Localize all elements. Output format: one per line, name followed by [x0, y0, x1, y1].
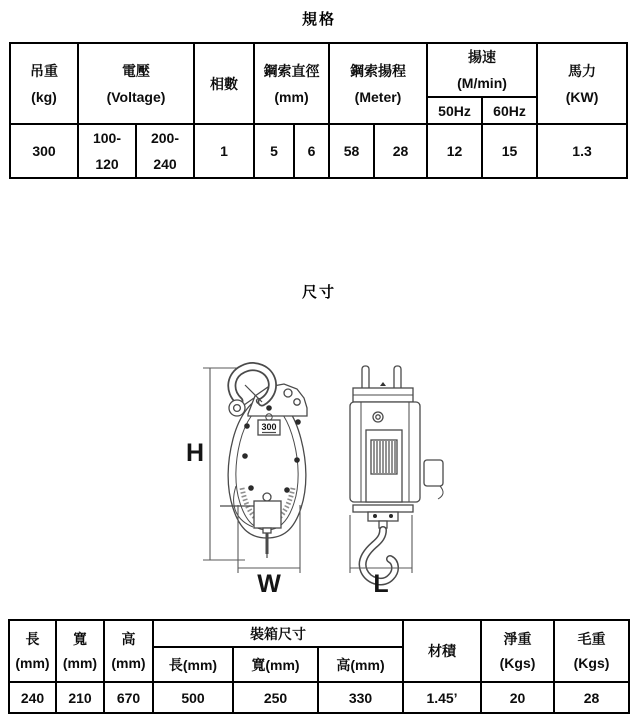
pack-header-pack-width: 寬(mm) — [233, 647, 318, 682]
spec-header-voltage-line2: (Voltage) — [106, 88, 166, 105]
spec-value-lift-b: 28 — [374, 124, 427, 178]
spec-value-voltage-b-line1: 200- — [150, 130, 180, 146]
pack-header-gross-line1: 毛重 — [577, 631, 606, 647]
center-mark — [380, 382, 386, 386]
spec-header-dia-line2: (mm) — [274, 88, 309, 105]
spec-value-lift-a: 58 — [329, 124, 374, 178]
pack-value-width: 210 — [56, 682, 104, 713]
spec-value-load: 300 — [10, 124, 78, 178]
pack-header-gross-line2: (Kgs) — [573, 655, 610, 671]
pack-value-height: 670 — [104, 682, 153, 713]
spec-header-load-line1: 吊重 — [30, 62, 58, 79]
spec-value-power: 1.3 — [537, 124, 627, 178]
pack-header-net-line2: (Kgs) — [499, 655, 536, 671]
pack-value-pack-height: 330 — [318, 682, 403, 713]
spec-header-power — [537, 43, 627, 124]
pack-header-volume: 材積 — [403, 620, 481, 682]
pack-header-width-line2: (mm) — [62, 655, 98, 671]
front-view — [220, 367, 307, 558]
top-bracket — [248, 384, 307, 416]
spec-value-voltage-a-line1: 100- — [92, 130, 122, 146]
spec-header-dia-line1: 鋼索直徑 — [263, 62, 320, 79]
pack-value-pack-length: 500 — [153, 682, 233, 713]
pack-header-height — [104, 620, 153, 682]
pack-value-volume: 1.45’ — [403, 682, 481, 713]
spec-value-voltage-b-line2: 240 — [153, 156, 177, 172]
pack-header-width — [56, 620, 104, 682]
spec-header-power-line1: 馬力 — [568, 62, 597, 79]
pack-header-net-line1: 淨重 — [503, 631, 532, 647]
spec-value-voltage-a-line2: 120 — [95, 156, 119, 172]
spec-header-speed-line2: (M/min) — [457, 75, 507, 91]
packing-table — [8, 619, 630, 714]
spec-header-rope-diameter — [254, 43, 329, 124]
pack-header-packing-size: 裝箱尺寸 — [153, 620, 403, 647]
l-dimension-label: L — [373, 570, 389, 598]
h-dimension-label: H — [185, 439, 205, 467]
spec-value-voltage-b — [136, 124, 194, 178]
pendant-box — [424, 460, 443, 499]
spec-header-speed — [427, 43, 537, 97]
spec-header-load-line2: (kg) — [31, 88, 57, 105]
spec-header-phase: 相數 — [194, 43, 254, 124]
spec-header-lift-line2: (Meter) — [354, 88, 402, 105]
side-view — [350, 366, 443, 582]
pack-header-row-1 — [9, 620, 629, 647]
hoist-dimension-drawing — [150, 340, 490, 600]
spec-header-50hz: 50Hz — [427, 97, 482, 124]
spec-section-title: 規格 — [301, 11, 336, 28]
pack-header-length-line1: 長 — [25, 631, 40, 647]
pack-value-length: 240 — [9, 682, 56, 713]
spec-header-voltage-line1: 電壓 — [122, 62, 150, 79]
spec-header-power-line2: (KW) — [565, 88, 599, 105]
pack-header-length — [9, 620, 56, 682]
pack-header-height-line1: 高 — [121, 631, 136, 647]
spec-header-row-1 — [10, 43, 627, 97]
pack-data-row — [9, 682, 629, 713]
spec-value-dia-5: 5 — [254, 124, 294, 178]
spec-value-dia-6: 6 — [294, 124, 329, 178]
pack-header-pack-length: 長(mm) — [153, 647, 233, 682]
spec-header-60hz: 60Hz — [482, 97, 537, 124]
spec-data-row — [10, 124, 627, 178]
pack-header-net-weight — [481, 620, 554, 682]
pack-header-pack-height: 高(mm) — [318, 647, 403, 682]
spec-value-speed-50hz: 12 — [427, 124, 482, 178]
pack-header-gross-weight — [554, 620, 629, 682]
spec-value-voltage-a — [78, 124, 136, 178]
pack-value-gross-weight: 28 — [554, 682, 629, 713]
pack-header-height-line2: (mm) — [111, 655, 146, 671]
spec-header-rope-lift — [329, 43, 427, 124]
pack-value-pack-width: 250 — [233, 682, 318, 713]
spec-value-phase: 1 — [194, 124, 254, 178]
capacity-plate — [258, 420, 280, 435]
cable-drum — [371, 440, 397, 474]
spec-header-load — [10, 43, 78, 124]
capacity-label: 300 — [261, 422, 277, 432]
spec-header-voltage — [78, 43, 194, 124]
w-dimension-label: W — [257, 570, 281, 598]
dimension-section-title: 尺寸 — [301, 284, 336, 301]
spec-header-speed-line1: 揚速 — [468, 49, 497, 65]
spec-table — [9, 42, 628, 179]
pack-value-net-weight: 20 — [481, 682, 554, 713]
pack-header-length-line2: (mm) — [15, 655, 50, 671]
spec-header-lift-line1: 鋼索揚程 — [350, 62, 407, 79]
spec-value-speed-60hz: 15 — [482, 124, 537, 178]
pack-header-width-line1: 寬 — [73, 631, 87, 647]
